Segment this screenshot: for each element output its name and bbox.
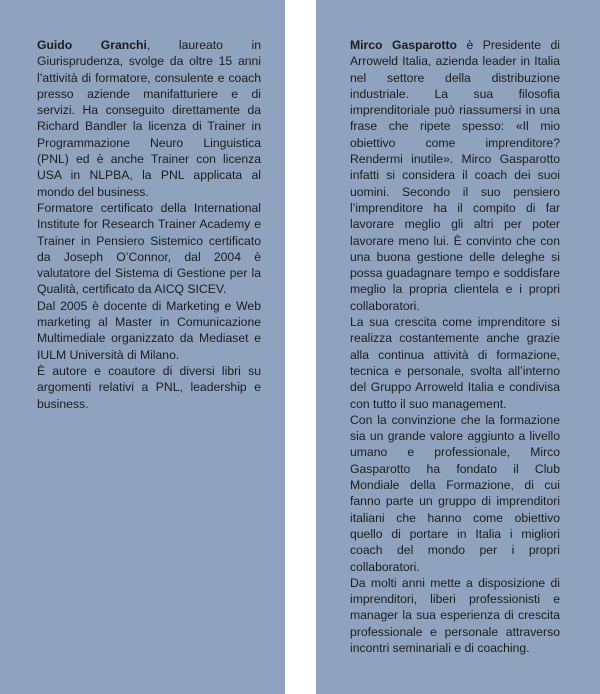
left-bio-paragraph-3: Dal 2005 è docente di Marketing e Web marketing al Master in Comunicazione Multimediale organizzato da Mediaset e IULM Università di Milano. [37,298,261,362]
right-bio-paragraph-3: Con la convinzione che la formazione sia un grande valore aggiunto a livello umano e professionale, Mirco Gasparotto ha fondato il Club Mondiale della Formazione, di cui fanno parte un gruppo di imprenditori italiani che hanno come obiettivo quello di portare in Italia i migliori coach del mondo per i propri collaboratori. [350,412,560,574]
right-bio-intro: è Presidente di Arroweld Italia, azienda leader in Italia nel settore della distribuzione industriale. La sua filosofia imprenditoriale può riassumersi in una frase che ripete spesso: «Il mio obiettivo come imprenditore? Rendermi inutile». Mirco Gasparotto infatti si considera il coach dei suoi uomini. Secondo il suo pensiero l’imprenditore ha il compito di far lavorare meglio gli altri per poter lavorare meno lui. È convinto che con una buona gestione delle deleghe si possa guadagnare tempo e soddisfare meglio la propria clientela e i propri collaboratori. [350,38,560,313]
left-bio-paragraph-2: Formatore certificato della International Institute for Research Trainer Academy e Trainer in Pensiero Sistemico certificato da Joseph O’Connor, dal 2004 è valutatore del Sistema di Gestione per la Qualità, certificato da AICQ SICEV. [37,200,261,297]
right-bio-name: Mirco Gasparotto [350,38,457,52]
left-bio-column [37,37,261,412]
right-bio-paragraph-4: Da molti anni mette a disposizione di imprenditori, liberi professionisti e manager la sua esperienza di crescita professionale e personale attraverso incontri seminariali e di coaching. [350,575,560,655]
left-bio-paragraph-1 [37,37,261,200]
right-bio-paragraph-1 [350,37,560,314]
left-bio-intro: , laureato in Giurisprudenza, svolge da oltre 15 anni l’attività di formatore, consulente e coach presso aziende manifatturiere e di servizi. Ha conseguito direttamente da Richard Bandler la licenza di Trainer in Programmazione Neuro Linguistica (PNL) ed è anche Trainer con licenza USA in NLPBA, la PNL applicata al mondo del business. [37,38,262,199]
left-bio-paragraph-4: È autore e coautore di diversi libri su argomenti relativi a PNL, leadership e business. [37,363,261,411]
left-bio-name: Guido Granchi [37,38,147,52]
right-bio-paragraph-2: La sua crescita come imprenditore si realizza costantemente anche grazie alla continua attività di formazione, tecnica e personale, svolta all’interno del Gruppo Arroweld Italia e condivisa con tutto il suo management. [350,315,560,411]
right-bio-column [350,37,560,656]
